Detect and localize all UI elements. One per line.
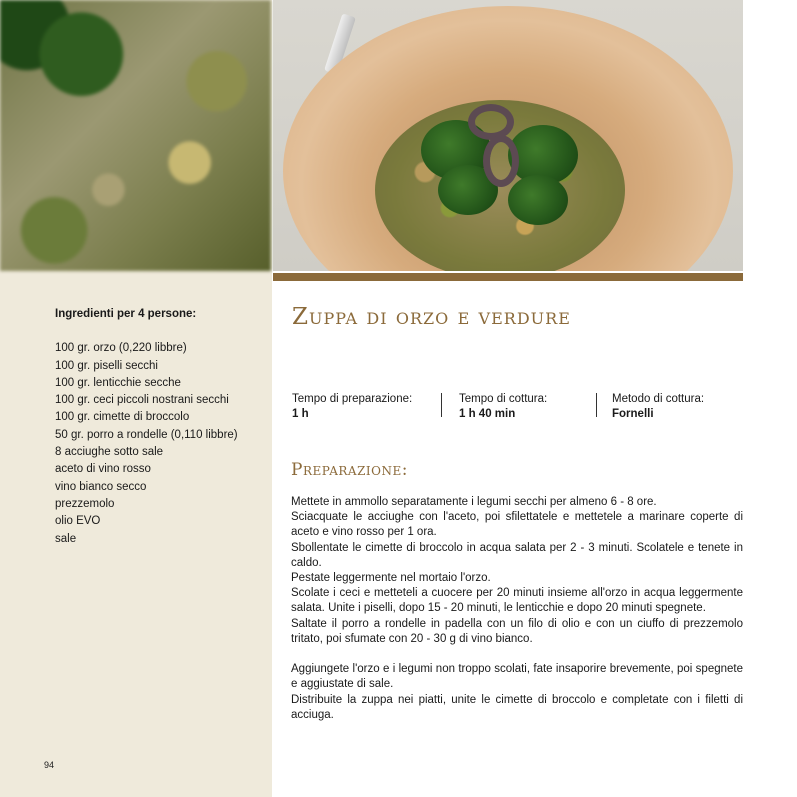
paragraph-gap [291, 647, 743, 662]
ingredient-item: 50 gr. porro a rondelle (0,110 libbre) [55, 428, 238, 441]
ingredient-item: vino bianco secco [55, 480, 147, 493]
step-text: Saltate il porro a rondelle in padella con un filo di olio e con un ciuffo di prezzemolo tritato, poi sfumate con 20 - 30 g di vino bianco. [291, 617, 743, 645]
ingredient-item: 100 gr. orzo (0,220 libbre) [55, 342, 187, 355]
cook-time-value: 1 h 40 min [459, 408, 516, 420]
meta-divider [441, 393, 442, 417]
soup-closeup-photo [0, 0, 271, 271]
ingredient-item: sale [55, 532, 77, 545]
anchovy-roll-image [468, 104, 514, 140]
cooking-method [612, 392, 704, 422]
ingredient-item: prezzemolo [55, 497, 115, 510]
step-text: Sciacquate le acciughe con l'aceto, poi sfilettatele e mettetele a marinare coperte di aceto e vino rosso per 1 ora. [291, 511, 743, 539]
page-number: 94 [44, 760, 55, 770]
ingredient-item: olio EVO [55, 515, 101, 528]
ingredient-item: 8 acciughe sotto sale [55, 446, 164, 459]
anchovy-roll-image [483, 135, 519, 187]
step-text: Scolate i ceci e metteteli a cuocere per 20 minuti insieme all'orzo in acqua leggermente salata. Unite i piselli, dopo 15 - 20 minuti, le lenticchie e dopo 20 minuti spegnete. [291, 587, 743, 615]
meta-divider [596, 393, 597, 417]
ingredient-item: 100 gr. piselli secchi [55, 359, 158, 372]
prep-time [292, 392, 412, 422]
ingredients-list [55, 340, 270, 548]
prep-time-value: 1 h [292, 408, 309, 420]
broccoli-image [508, 175, 568, 225]
preparation-heading: Preparazione: [291, 460, 408, 480]
divider-bar [273, 273, 743, 281]
method-value: Fornelli [612, 408, 654, 420]
ingredients-heading: Ingredienti per 4 persone: [55, 308, 197, 320]
ingredient-item: 100 gr. cimette di broccolo [55, 411, 190, 424]
cook-time [459, 392, 547, 422]
prep-time-label: Tempo di preparazione: [292, 393, 413, 405]
ingredient-item: aceto di vino rosso [55, 463, 151, 476]
soup-bowl-photo [273, 0, 743, 271]
step-text: Mettete in ammollo separatamente i legumi secchi per almeno 6 - 8 ore. [291, 496, 657, 508]
recipe-title: Zuppa di orzo e verdure [292, 304, 571, 330]
step-text: Pestate leggermente nel mortaio l'orzo. [291, 572, 491, 585]
preparation-text [291, 495, 743, 723]
step-text: Sbollentate le cimette di broccolo in acqua salata per 2 - 3 minuti. Scolatele e tenete in caldo. [291, 541, 743, 569]
ingredients-section [55, 306, 270, 548]
cook-time-label: Tempo di cottura: [459, 393, 548, 405]
step-text: Distribuite la zuppa nei piatti, unite le cimette di broccolo e completate con i filetti di acciuga. [291, 693, 743, 721]
method-label: Metodo di cottura: [612, 393, 705, 405]
ingredient-item: 100 gr. lenticchie secche [55, 376, 181, 389]
ingredient-item: 100 gr. ceci piccoli nostrani secchi [55, 394, 229, 407]
step-text: Aggiungete l'orzo e i legumi non troppo scolati, fate insaporire brevemente, poi spegnete e aggiustate di sale. [291, 663, 743, 691]
